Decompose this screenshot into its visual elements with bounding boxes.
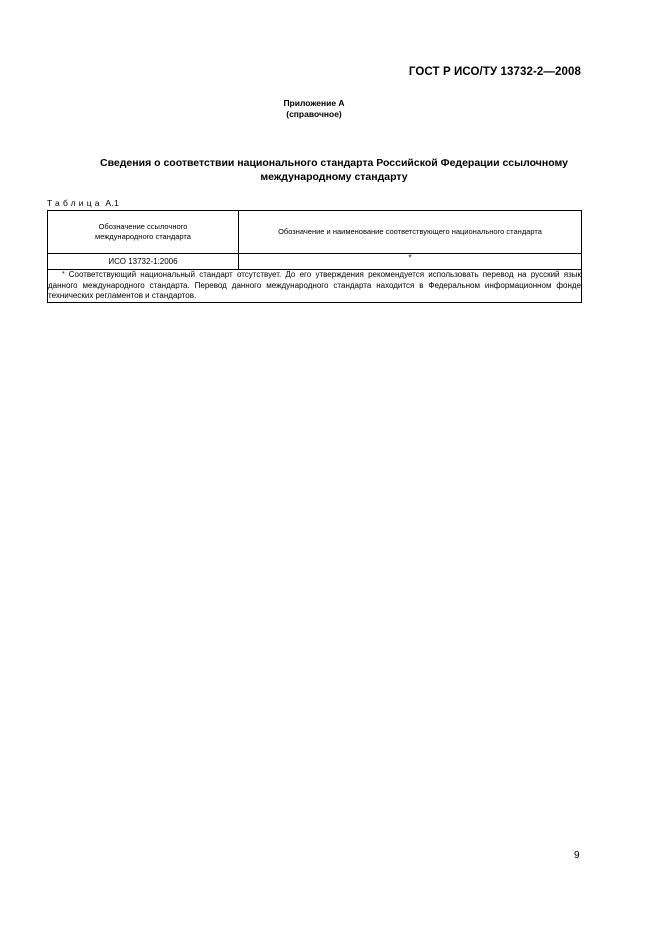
- annex-heading: [0, 98, 628, 120]
- section-title: [40, 156, 628, 184]
- table-footnote-cell: [48, 270, 582, 303]
- table-caption-word: Таблица: [47, 198, 103, 208]
- footnote-ref-marker: *: [408, 253, 412, 263]
- footnote-marker: *: [62, 271, 65, 278]
- annex-title: Приложение А: [283, 98, 345, 108]
- footnote-text: Соответствующий национальный стандарт отсутствует. До его утверждения рекомендуется использовать перевод на русский язык данного международного стандарта. Перевод данного международного стандарта находится в Федеральном информационном фонде технических регламентов и стандартов.: [48, 270, 581, 300]
- table-row: [48, 254, 582, 270]
- cell-national-standard: [239, 254, 582, 270]
- col-header-national-standard: Обозначение и наименование соответствующего национального стандарта: [239, 211, 582, 254]
- table-footnote-row: [48, 270, 582, 303]
- correspondence-table: [47, 210, 582, 303]
- section-title-line-2: международному стандарту: [260, 171, 408, 183]
- col-header-reference-line-1: Обозначение ссылочного: [98, 222, 188, 231]
- page-number: 9: [574, 850, 580, 861]
- document-code: ГОСТ Р ИСО/ТУ 13732-2—2008: [408, 66, 581, 78]
- table-caption-number: А.1: [105, 198, 120, 208]
- col-header-reference-line-2: международного стандарта: [95, 232, 191, 241]
- col-header-reference-standard: [48, 211, 239, 254]
- table-header-row: [48, 211, 582, 254]
- cell-reference-standard: ИСО 13732-1:2006: [48, 254, 239, 270]
- section-title-line-1: Сведения о соответствии национального стандарта Российской Федерации ссылочному: [100, 157, 568, 169]
- table-caption: [47, 198, 119, 208]
- annex-subtitle: (справочное): [286, 109, 342, 119]
